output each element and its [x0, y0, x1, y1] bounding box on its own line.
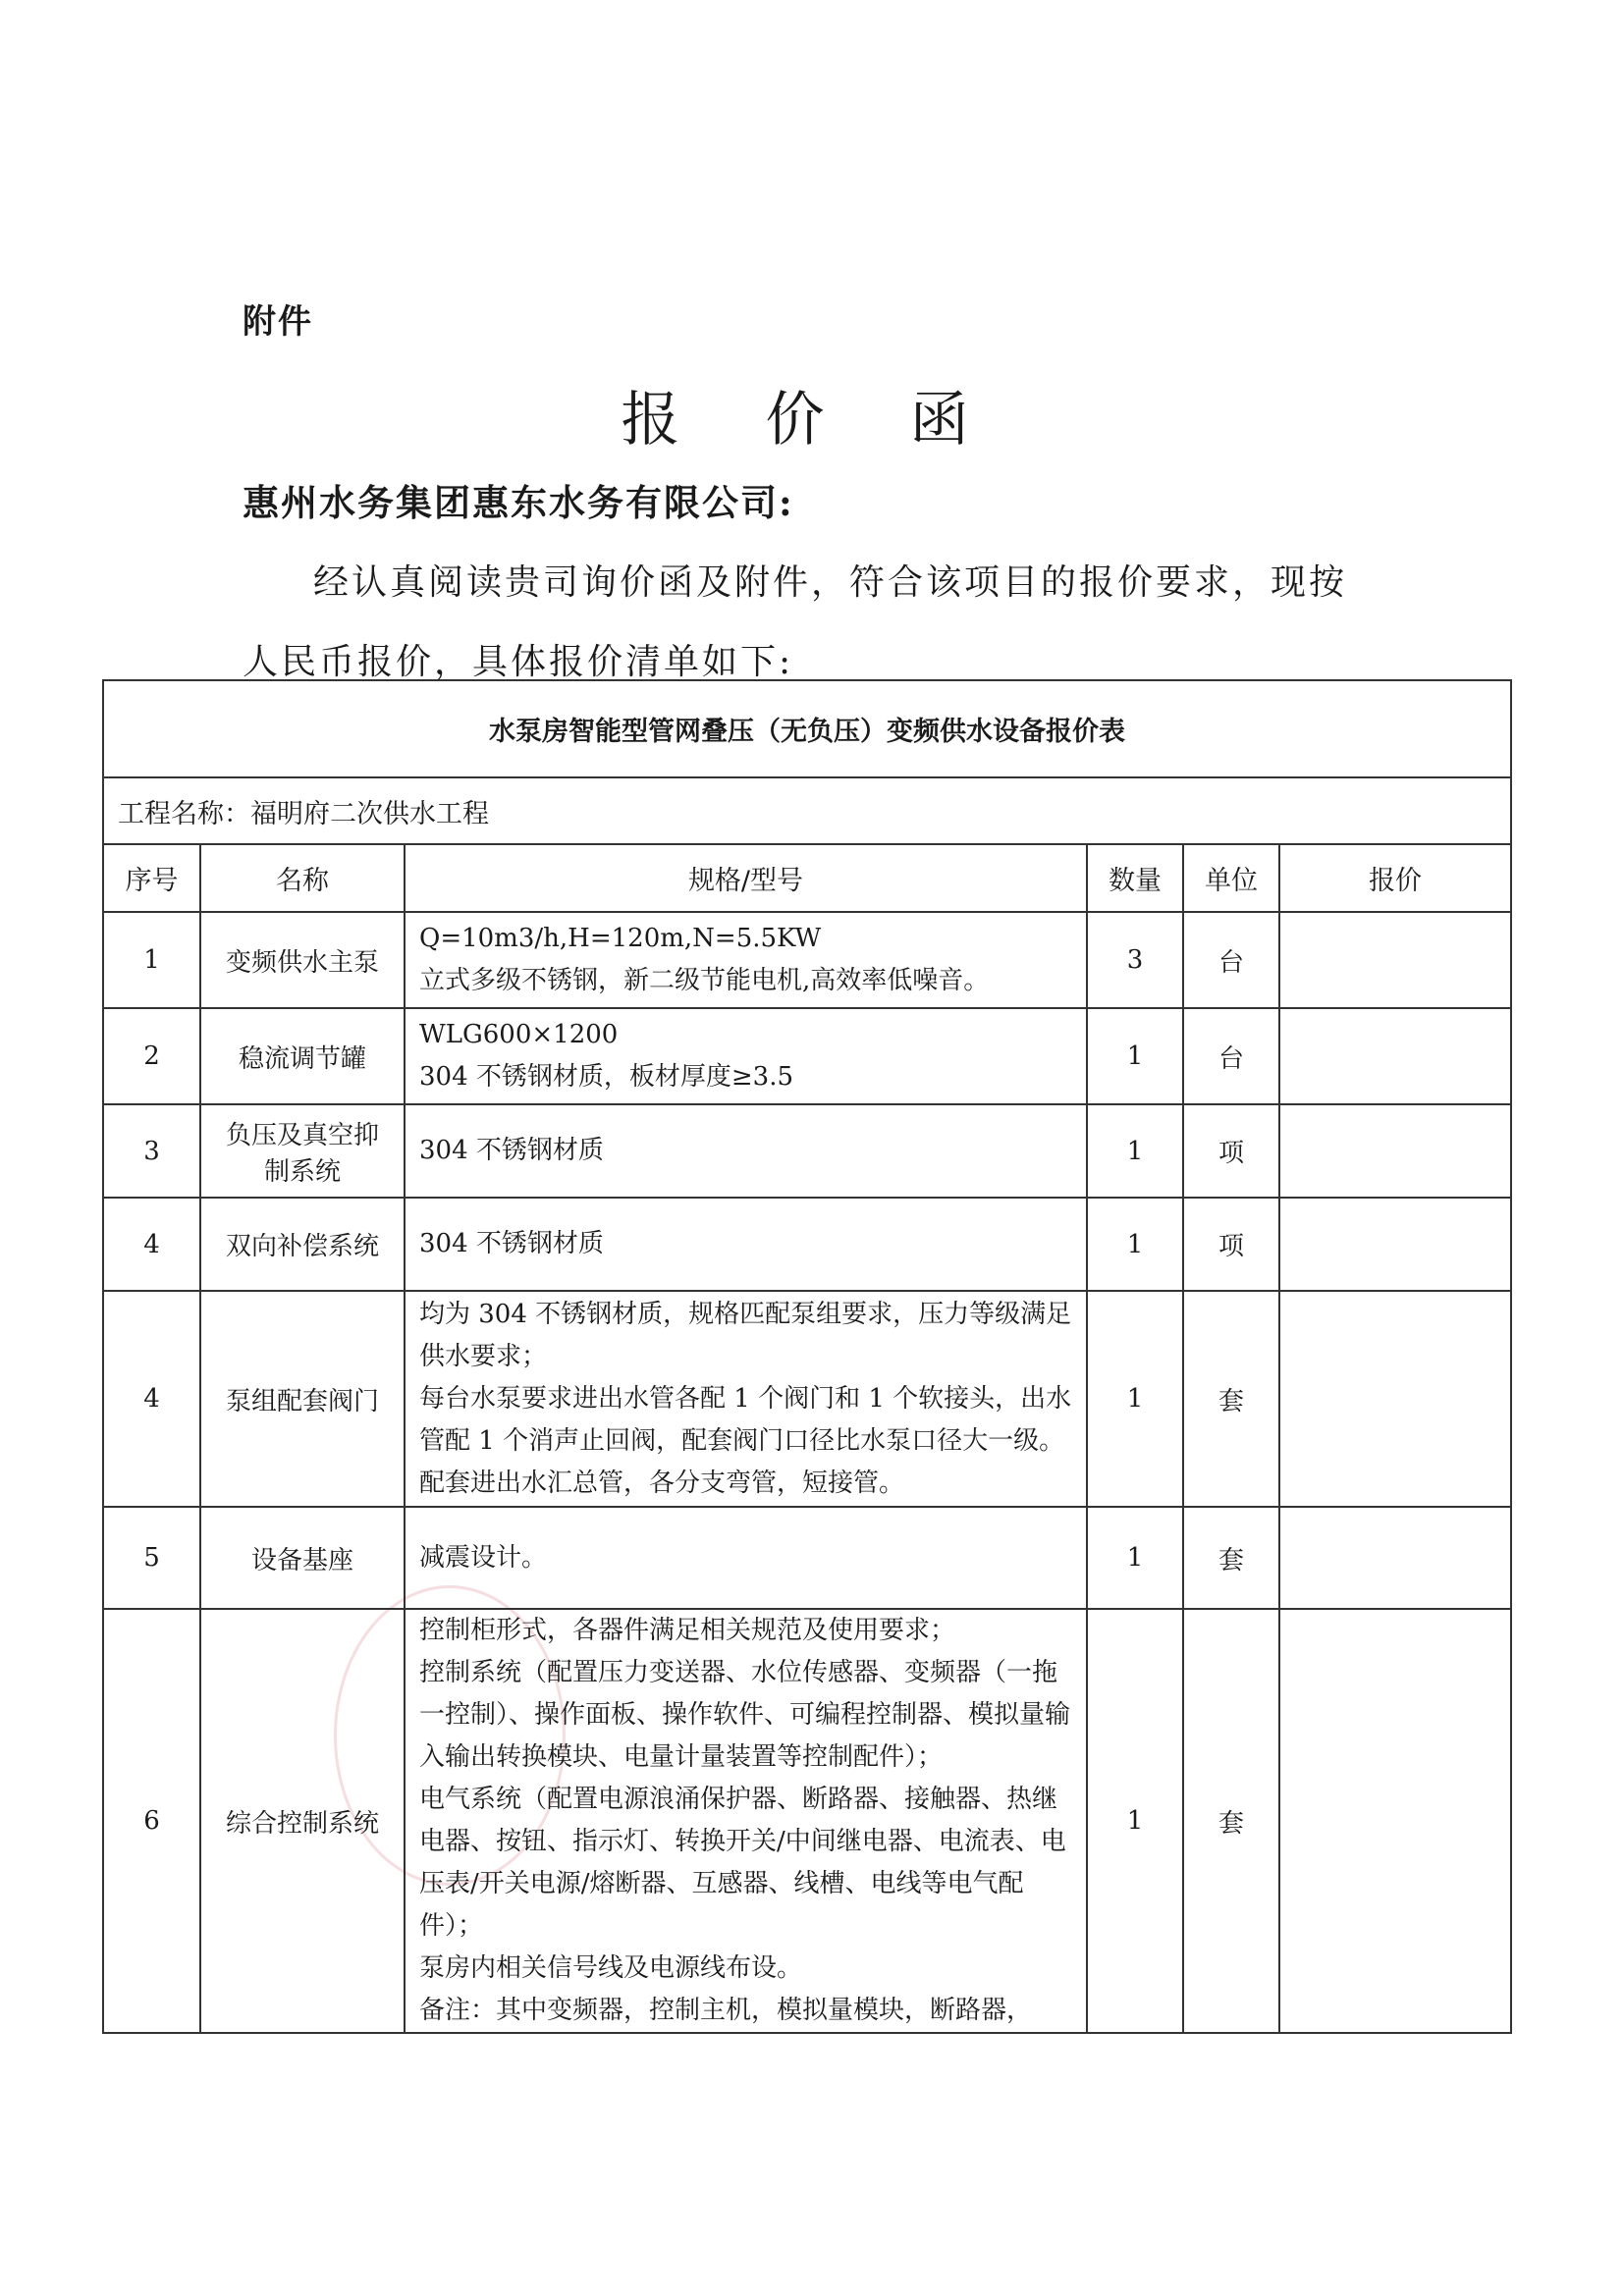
- spec-line: 立式多级不锈钢，新二级节能电机,高效率低噪音。: [419, 966, 990, 995]
- row-unit: 项: [1183, 1198, 1279, 1291]
- row-qty: 3: [1087, 912, 1183, 1008]
- row-no: 6: [103, 1609, 200, 2033]
- row-name: 综合控制系统: [200, 1609, 405, 2033]
- spec-line: 泵房内相关信号线及电源线布设。: [419, 1953, 803, 1983]
- header-unit: 单位: [1183, 844, 1279, 912]
- row-spec: [405, 912, 1087, 1008]
- row-name: 稳流调节罐: [200, 1008, 405, 1104]
- page-title: 报 价 函: [621, 386, 1002, 454]
- table-header-row: [103, 844, 1511, 912]
- spec-line: Q=10m3/h,H=120m,N=5.5KW: [419, 924, 822, 953]
- table-row: [103, 1008, 1511, 1104]
- table-row: [103, 1198, 1511, 1291]
- row-name: 负压及真空抑制系统: [200, 1104, 405, 1198]
- spec-line: 电气系统（配置电源浪涌保护器、断路器、接触器、热继电器、按钮、指示灯、转换开关/中间继电器、电流表、电压表/开关电源/熔断器、互感器、线槽、电线等电气配件）；: [419, 1785, 1066, 1941]
- header-price: 报价: [1279, 844, 1511, 912]
- row-price: [1279, 912, 1511, 1008]
- spec-line: 控制柜形式，各器件满足相关规范及使用要求；: [419, 1616, 956, 1645]
- row-price: [1279, 1609, 1511, 2033]
- row-spec: [405, 1008, 1087, 1104]
- row-spec: [405, 1198, 1087, 1291]
- row-unit: 套: [1183, 1291, 1279, 1507]
- header-name: 名称: [200, 844, 405, 912]
- spec-line: 减震设计。: [419, 1542, 548, 1573]
- row-price: [1279, 1291, 1511, 1507]
- row-spec: [405, 1609, 1087, 2033]
- row-price: [1279, 1507, 1511, 1609]
- spec-line: 均为 304 不锈钢材质，规格匹配泵组要求，压力等级满足供水要求；: [419, 1299, 1072, 1371]
- spec-line: 304 不锈钢材质，板材厚度≥3.5: [419, 1062, 794, 1092]
- row-name: 变频供水主泵: [200, 912, 405, 1008]
- row-no: 3: [103, 1104, 200, 1198]
- row-spec: [405, 1291, 1087, 1507]
- spec-line: 304 不锈钢材质: [419, 1229, 604, 1258]
- table-row: [103, 1291, 1511, 1507]
- spec-line: 每台水泵要求进出水管各配 1 个阀门和 1 个软接头，出水管配 1 个消声止回阀，配套阀门口径比水泵口径大一级。配套进出水汇总管，各分支弯管，短接管。: [419, 1383, 1072, 1498]
- spec-line: 304 不锈钢材质: [419, 1136, 604, 1165]
- row-price: [1279, 1008, 1511, 1104]
- row-qty: 1: [1087, 1008, 1183, 1104]
- row-no: 2: [103, 1008, 200, 1104]
- header-qty: 数量: [1087, 844, 1183, 912]
- header-spec: 规格/型号: [405, 844, 1087, 912]
- table-row: [103, 912, 1511, 1008]
- row-qty: 1: [1087, 1291, 1183, 1507]
- row-spec: [405, 1507, 1087, 1609]
- intro-paragraph: 经认真阅读贵司询价函及附件，符合该项目的报价要求，现按人民币报价，具体报价清单如下:: [243, 562, 1348, 682]
- project-name: 工程名称：福明府二次供水工程: [103, 777, 1511, 844]
- row-name: 设备基座: [200, 1507, 405, 1609]
- table-row: [103, 1609, 1511, 2033]
- row-qty: 1: [1087, 1507, 1183, 1609]
- row-no: 1: [103, 912, 200, 1008]
- table-row: [103, 1104, 1511, 1198]
- table-row: [103, 1507, 1511, 1609]
- row-unit: 台: [1183, 912, 1279, 1008]
- row-unit: 套: [1183, 1507, 1279, 1609]
- row-unit: 项: [1183, 1104, 1279, 1198]
- row-price: [1279, 1198, 1511, 1291]
- table-caption: 水泵房智能型管网叠压（无负压）变频供水设备报价表: [103, 680, 1511, 777]
- row-name: 泵组配套阀门: [200, 1291, 405, 1507]
- header-no: 序号: [103, 844, 200, 912]
- row-name: 双向补偿系统: [200, 1198, 405, 1291]
- quotation-table: [102, 679, 1512, 2034]
- row-price: [1279, 1104, 1511, 1198]
- row-no: 4: [103, 1291, 200, 1507]
- spec-line: WLG600×1200: [419, 1020, 619, 1049]
- row-qty: 1: [1087, 1104, 1183, 1198]
- row-qty: 1: [1087, 1198, 1183, 1291]
- spec-line: 备注：其中变频器，控制主机，模拟量模块，断路器，: [419, 1996, 1033, 2025]
- row-unit: 套: [1183, 1609, 1279, 2033]
- addressee: 惠州水务集团惠东水务有限公司:: [243, 481, 794, 524]
- row-qty: 1: [1087, 1609, 1183, 2033]
- row-no: 5: [103, 1507, 200, 1609]
- spec-line: 控制系统（配置压力变送器、水位传感器、变频器（一拖一控制）、操作面板、操作软件、可编程控制器、模拟量输入输出转换模块、电量计量装置等控制配件）；: [419, 1658, 1071, 1772]
- row-spec: [405, 1104, 1087, 1198]
- row-unit: 台: [1183, 1008, 1279, 1104]
- attachment-label: 附件: [243, 302, 313, 342]
- row-no: 4: [103, 1198, 200, 1291]
